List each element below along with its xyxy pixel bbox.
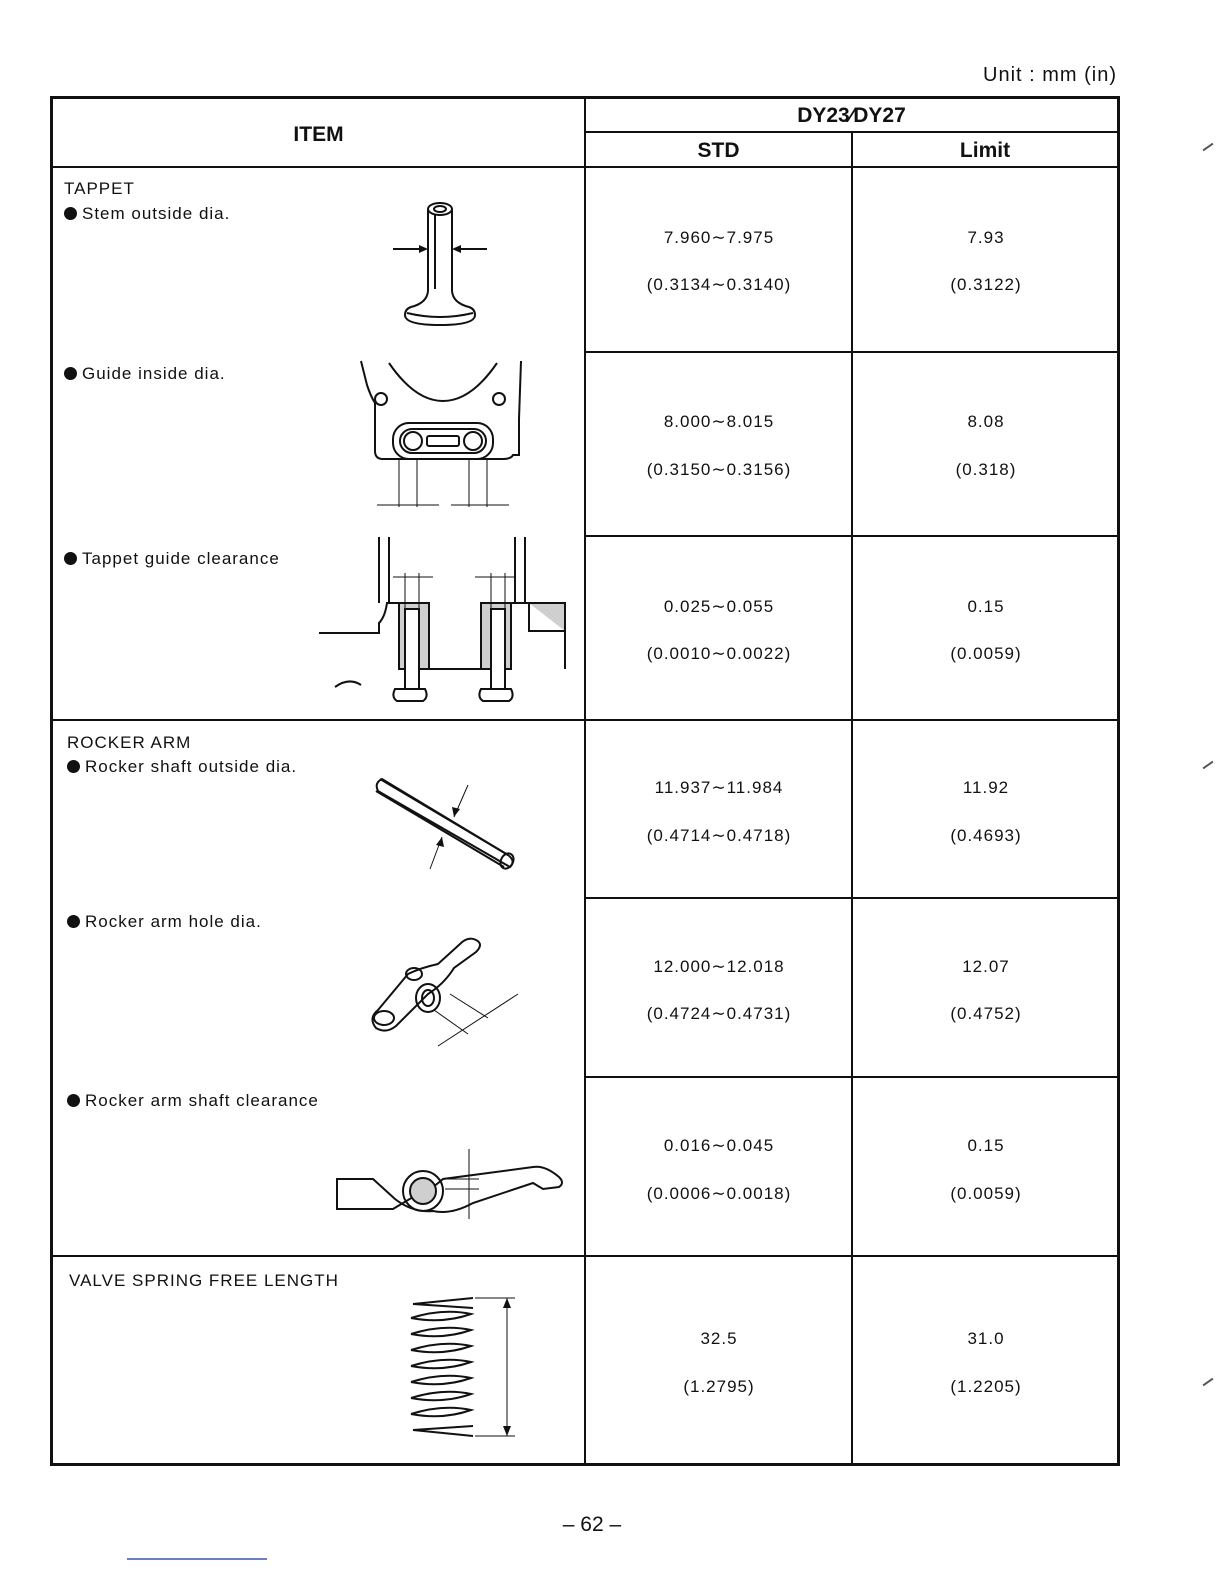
margin-mark bbox=[1203, 143, 1214, 152]
bullet-icon bbox=[64, 207, 77, 220]
header-divider bbox=[53, 166, 1117, 168]
valve-spring-figure bbox=[403, 1294, 543, 1444]
unit-label: Unit : mm (in) bbox=[983, 64, 1117, 86]
page-number: – 62 – bbox=[562, 1513, 622, 1536]
row-divider bbox=[586, 535, 1117, 537]
rocker-arm-hole-figure bbox=[358, 934, 528, 1054]
row-label-guide: Guide inside dia. bbox=[64, 364, 226, 384]
model-header: DY23∕DY27 bbox=[797, 104, 906, 127]
std-value-in: (0.3150∼0.3156) bbox=[646, 460, 792, 479]
limit-value-mm: 12.07 bbox=[962, 957, 1010, 976]
row-label-clearance: Tappet guide clearance bbox=[64, 549, 280, 569]
limit-value-in: (0.4693) bbox=[950, 826, 1022, 845]
bullet-icon bbox=[64, 367, 77, 380]
limit-value-mm: 11.92 bbox=[962, 778, 1010, 797]
std-value-in: (0.4724∼0.4731) bbox=[646, 1004, 792, 1023]
row-label-rocker-hole: Rocker arm hole dia. bbox=[67, 912, 262, 932]
bullet-icon bbox=[67, 760, 80, 773]
std-value-in: (0.0010∼0.0022) bbox=[646, 644, 792, 663]
std-value-in: (0.3134∼0.3140) bbox=[646, 275, 792, 294]
section-tappet: TAPPET bbox=[64, 179, 135, 198]
margin-mark bbox=[1203, 761, 1214, 770]
std-value-mm: 11.937∼11.984 bbox=[654, 778, 784, 797]
tappet-stem-figure bbox=[383, 191, 503, 331]
std-value-in: (1.2795) bbox=[683, 1377, 755, 1396]
std-value-mm: 12.000∼12.018 bbox=[653, 957, 785, 976]
row-label-stem: Stem outside dia. bbox=[64, 204, 230, 224]
limit-value-mm: 0.15 bbox=[967, 1136, 1005, 1155]
row-label-rocker-clearance: Rocker arm shaft clearance bbox=[67, 1091, 319, 1111]
bullet-icon bbox=[67, 1094, 80, 1107]
row-divider bbox=[586, 351, 1117, 353]
bullet-icon bbox=[67, 915, 80, 928]
spec-table bbox=[50, 96, 1120, 1466]
rocker-clearance-figure bbox=[333, 1139, 573, 1239]
section-rocker-arm: ROCKER ARM bbox=[67, 733, 192, 752]
limit-value-in: (0.0059) bbox=[950, 644, 1022, 663]
section-valve-spring: VALVE SPRING FREE LENGTH bbox=[69, 1271, 339, 1290]
limit-value-in: (0.0059) bbox=[950, 1184, 1022, 1203]
row-divider bbox=[586, 897, 1117, 899]
limit-value-in: (0.4752) bbox=[950, 1004, 1022, 1023]
limit-value-mm: 7.93 bbox=[967, 228, 1005, 247]
margin-mark bbox=[1203, 1378, 1214, 1387]
limit-value-mm: 31.0 bbox=[967, 1329, 1005, 1348]
std-value-in: (0.0006∼0.0018) bbox=[646, 1184, 792, 1203]
row-label-rocker-shaft: Rocker shaft outside dia. bbox=[67, 757, 297, 777]
std-limit-divider bbox=[851, 133, 853, 1463]
limit-value-in: (1.2205) bbox=[950, 1377, 1022, 1396]
std-value-mm: 7.960∼7.975 bbox=[663, 228, 775, 247]
limit-value-in: (0.3122) bbox=[950, 275, 1022, 294]
model-header-divider bbox=[586, 131, 1120, 133]
std-value-in: (0.4714∼0.4718) bbox=[646, 826, 792, 845]
limit-header: Limit bbox=[959, 139, 1011, 162]
item-header: ITEM bbox=[293, 123, 344, 146]
std-header: STD bbox=[697, 139, 740, 162]
footer-rule bbox=[127, 1558, 267, 1560]
limit-value-mm: 0.15 bbox=[967, 597, 1005, 616]
limit-value-mm: 8.08 bbox=[967, 412, 1005, 431]
row-divider bbox=[586, 1076, 1117, 1078]
tappet-clearance-figure bbox=[315, 537, 575, 717]
rocker-shaft-figure bbox=[368, 769, 528, 889]
limit-value-in: (0.318) bbox=[955, 460, 1017, 479]
std-value-mm: 32.5 bbox=[700, 1329, 738, 1348]
std-value-mm: 8.000∼8.015 bbox=[663, 412, 775, 431]
tappet-guide-figure bbox=[353, 359, 533, 519]
section-divider bbox=[53, 719, 1117, 721]
bullet-icon bbox=[64, 552, 77, 565]
std-value-mm: 0.025∼0.055 bbox=[663, 597, 775, 616]
section-divider bbox=[53, 1255, 1117, 1257]
std-value-mm: 0.016∼0.045 bbox=[663, 1136, 775, 1155]
